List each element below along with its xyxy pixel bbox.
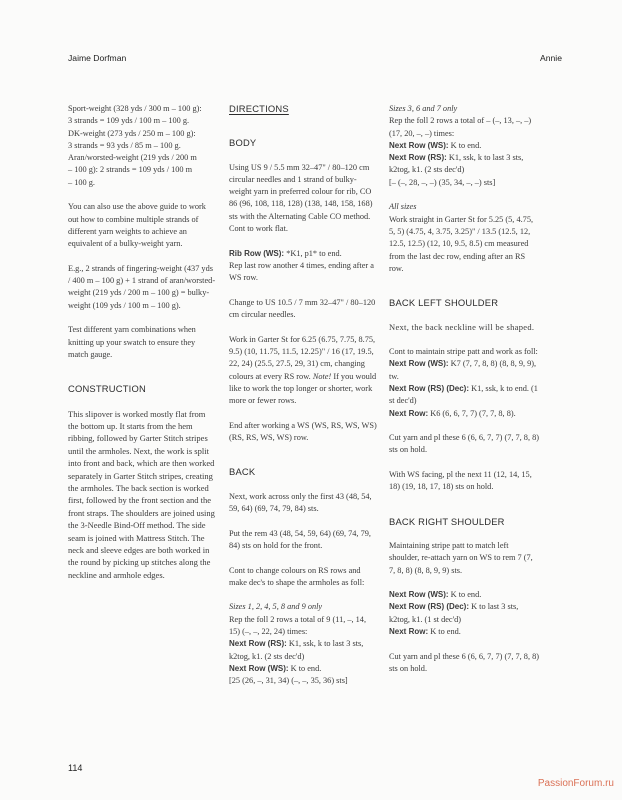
all-sizes-block [389, 201, 539, 275]
next-row-rs [389, 152, 539, 177]
garter-text: Work in Garter St for 6.25 (6.75, 7.75, 8.75, 9.5) (10, 11.75, 11.5, 12.25)" / 16 (17, 19.5, 22, 24) (25.5, 27.5, 29, 31) cm, changing colours at every RS row. [229, 334, 376, 381]
next-row-rs-label: Next Row (RS): [389, 153, 447, 163]
next-row-ws-text: K to end. [290, 663, 322, 673]
sizes-label: Sizes 1, 2, 4, 5, 8 and 9 only [229, 602, 323, 612]
back-left-cut: Cut yarn and pl these 6 (6, 6, 7, 7) (7, 7, 8, 8) sts on hold. [389, 433, 540, 455]
rib-row-label: Rib Row (WS): [229, 248, 285, 258]
sizes-3-6-7-block [389, 103, 539, 189]
yarn-weight-line: Aran/worsted-weight (219 yds / 200 m [68, 153, 197, 163]
body-paragraph: Using US 9 / 5.5 mm 32–47" / 80–120 cm circular needles and 1 strand of bulky-weight yarn in preferred colour for rib, CO 86 (96, 108, 118, 128) (138, 148, 158, 168) sts with the Alternating Cable CO method. Cont to work flat. [229, 162, 373, 234]
body-heading: BODY [229, 137, 257, 149]
next-row-ws [229, 663, 377, 675]
change-needles-paragraph: Change to US 10.5 / 7 mm 32–47" / 80–120 cm circular needles. [229, 297, 376, 320]
guide-paragraph: You can also use the above guide to work out how to combine multiple strands of different yarn weights to achieve an equivalent of a bulky-weight yarn. [68, 202, 206, 249]
all-sizes-label: All sizes [389, 202, 417, 212]
page-number: 114 [68, 763, 83, 773]
br-row-ws-text: K to end. [450, 590, 482, 600]
sizes-text: Rep the foll 2 rows a total of – (–, 13, –, –) (17, 20, –, –) times: [389, 116, 532, 138]
bl-row-ws-label: Next Row (WS): [389, 359, 449, 369]
test-paragraph: Test different yarn combinations when knitting up your swatch to ensure they match gauge. [68, 325, 196, 359]
rib-row-rest: Rep last row another 4 times, ending after a WS row. [229, 260, 374, 283]
yarn-weight-line: – 100 g. [68, 177, 95, 187]
br-row-rs [389, 601, 539, 626]
example-paragraph: E.g., 2 strands of fingering-weight (437 yds / 400 m – 100 g) + 1 strand of aran/worsted-weight (219 yds / 200 m – 100 g) = bulky-weight (109 yds / 100 m – 100 g). [68, 263, 216, 310]
sizes-text: Rep the foll 2 rows a total of 9 (11, –, 14, 15) (–, –, 22, 24) times: [229, 614, 367, 636]
header-author: Jaime Dorfman [68, 53, 127, 63]
yarn-weight-line: DK-weight (273 yds / 250 m – 100 g): [68, 128, 196, 138]
construction-heading: CONSTRUCTION [68, 383, 146, 395]
back-paragraph-2: Put the rem 43 (48, 54, 59, 64) (69, 74, 79, 84) sts on hold for the front. [229, 528, 371, 550]
next-row-ws [389, 140, 539, 152]
back-right-shoulder-heading: BACK RIGHT SHOULDER [389, 515, 505, 527]
bl-row-rs-label: Next Row (RS) (Dec): [389, 383, 470, 393]
back-left-intro: Next, the back neckline will be shaped. [389, 322, 535, 333]
next-row-rs-text: K1, ssk, k to last 3 sts, k2tog, k1. (2 sts dec'd) [229, 639, 364, 661]
back-paragraph-3: Cont to change colours on RS rows and make dec's to shape the armholes as foll: [229, 565, 365, 587]
br-row-next [389, 626, 539, 638]
bl-row-next [389, 408, 539, 420]
back-right-cut: Cut yarn and pl these 6 (6, 6, 7, 7) (7, 7, 8, 8) sts on hold. [389, 651, 540, 673]
next-row-rs-text: K1, ssk, k to last 3 sts, k2tog, k1. (2 sts dec'd) [389, 153, 524, 175]
bl-row-ws-text: K7 (7, 7, 8, 8) (8, 8, 9, 9), tw. [389, 359, 537, 381]
all-sizes-text: Work straight in Garter St for 5.25 (5, 4.75, 5, 5) (4.75, 4, 3.75, 3.25)" / 13.5 (12.5, 12, 12.5, 12.5) (12, 10, 9.5, 8.5) cm measured from the last dec row, ending after an RS row. [389, 214, 534, 273]
end-paragraph: End after working a WS (WS, RS, WS, WS) (RS, RS, WS, WS) row. [229, 420, 377, 443]
next-row-ws-label: Next Row (WS): [389, 140, 449, 150]
back-paragraph-1: Next, work across only the first 43 (48, 54, 59, 64) (69, 74, 79, 84) sts. [229, 491, 372, 514]
back-right-instructions [389, 589, 539, 638]
directions-heading: DIRECTIONS [229, 103, 289, 114]
yarn-weight-line: – 100 g): 2 strands = 109 yds / 100 m [68, 165, 193, 175]
yarn-weight-line: Sport-weight (328 yds / 300 m – 100 g): [68, 104, 202, 113]
bl-row-next-text: K6 (6, 6, 7, 7) (7, 7, 8, 8). [430, 408, 516, 418]
br-row-rs-label: Next Row (RS) (Dec): [389, 602, 470, 612]
watermark: PassionForum.ru [537, 778, 614, 789]
bl-row-rs-text: K1, ssk, k to end. (1 st dec'd) [389, 383, 538, 406]
column-left [68, 103, 216, 594]
br-row-rs-text: K to last 3 sts, k2tog, k1. (1 st dec'd) [389, 602, 519, 624]
note-text: If you would like to work the top longer or shorter, work more or fewer rows. [229, 371, 377, 406]
note-label: Note! [312, 371, 332, 381]
stitch-result: [– (–, 28, –, –) (35, 34, –, –) sts] [389, 177, 496, 187]
br-row-next-label: Next Row: [389, 626, 429, 636]
next-row-ws-text: K to end. [450, 140, 482, 150]
next-row-ws-label: Next Row (WS): [229, 663, 289, 673]
back-right-intro: Maintaining stripe patt to match left shoulder, re-attach yarn on WS to rem 7 (7, 7, 8, 8) (8, 8, 9, 9) sts. [389, 540, 533, 575]
rib-row-text: *K1, p1* to end. [286, 248, 342, 258]
back-left-instructions [389, 346, 539, 420]
garter-paragraph [229, 334, 377, 408]
bl-row-rs [389, 383, 539, 408]
yarn-weight-line: 3 strands = 109 yds / 100 m – 100 g. [68, 116, 190, 126]
back-heading: BACK [229, 466, 256, 478]
br-row-next-text: K to end. [430, 626, 461, 636]
column-middle [229, 103, 377, 700]
next-row-rs-label: Next Row (RS): [229, 639, 287, 649]
back-left-cont: Cont to maintain stripe patt and work as foll: [389, 347, 538, 357]
br-row-ws [389, 589, 539, 601]
yarn-weight-line: 3 strands = 93 yds / 85 m – 100 g. [68, 140, 181, 150]
bl-row-ws [389, 358, 539, 383]
next-row-rs [229, 638, 377, 663]
construction-paragraph: This slipover is worked mostly flat from the bottom up. It starts from the hem ribbing, followed by Garter Stitch stripes until the armholes. Next, the work is split into front and back, which are then worked separately in Garter Stitch stripes, creating the armholes. The back section is worked first, followed by the front section and the front straps. The shoulders are joined using the 3-Needle Bind-Off method. The side seam is joined with Mattress Stitch. The neck and sleeve edges are both worked in the round by picking up stitches along the neckline and armhole edges. [68, 408, 215, 580]
rib-row-paragraph [229, 248, 377, 285]
column-right [389, 103, 539, 687]
br-row-ws-label: Next Row (WS): [389, 590, 449, 600]
bl-row-next-label: Next Row: [389, 408, 429, 418]
header-title: Annie [540, 53, 562, 63]
stitch-result: [25 (26, –, 31, 34) (–, –, 35, 36) sts] [229, 676, 348, 686]
sizes-label: Sizes 3, 6 and 7 only [389, 104, 458, 113]
sizes-block [229, 601, 377, 687]
yarn-weight-list [68, 103, 216, 189]
back-left-shoulder-heading: BACK LEFT SHOULDER [389, 297, 499, 309]
back-left-ws-facing: With WS facing, pl the next 11 (12, 14, 15, 18) (19, 18, 17, 18) sts on hold. [389, 470, 532, 492]
